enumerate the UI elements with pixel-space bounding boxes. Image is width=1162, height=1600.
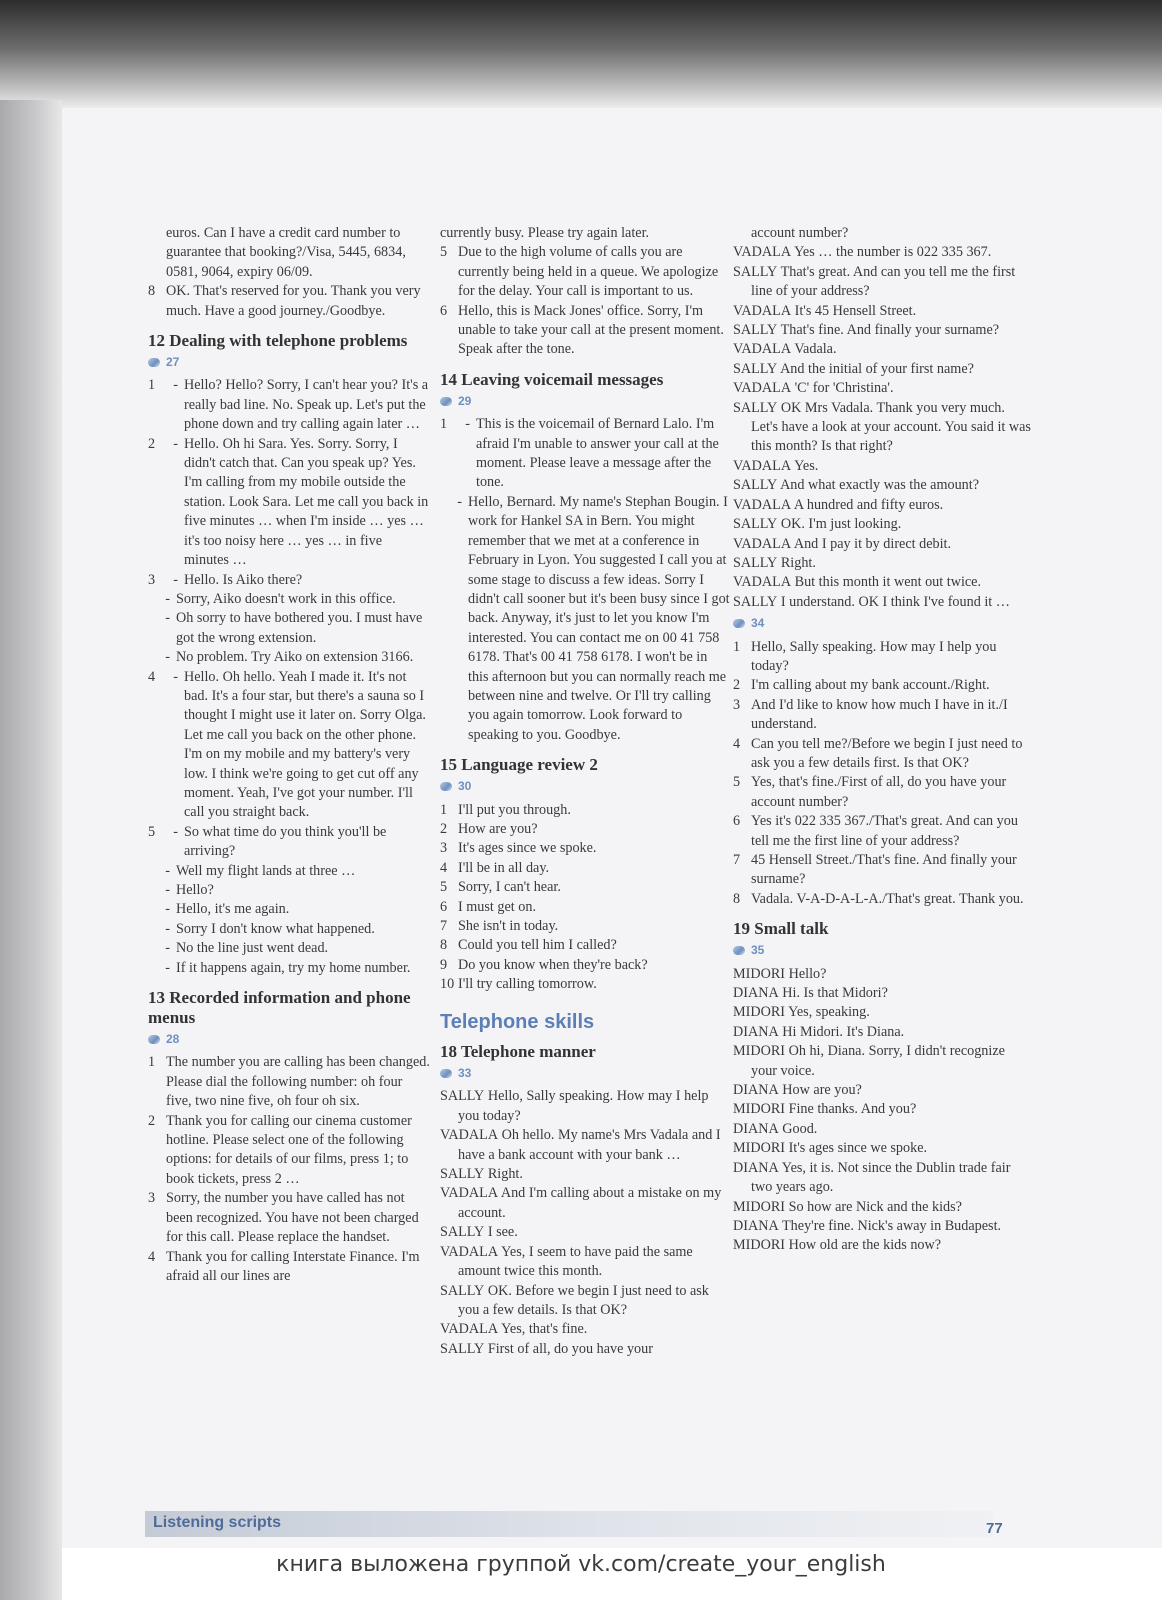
dialogue-text: That's great. And can you tell me the first line of your address?	[751, 263, 1016, 300]
audio-track	[733, 614, 1033, 633]
list-item	[733, 890, 1033, 909]
list-item	[148, 376, 430, 434]
list-item	[440, 801, 730, 820]
dialogue-line	[733, 593, 1033, 612]
section-heading-19: 19 Small talk	[733, 919, 829, 939]
speaker-name: SALLY	[733, 477, 778, 494]
speaker-name: VADALA	[733, 535, 792, 552]
dialogue-text: And the initial of your first name?	[780, 360, 974, 377]
audio-track	[440, 392, 730, 411]
cd-icon	[733, 946, 745, 955]
continued-text: account number?	[751, 225, 849, 241]
list-item	[148, 282, 430, 321]
track-number: 30	[458, 779, 472, 794]
speaker-name: MIDORI	[733, 1140, 786, 1157]
dialogue-text: Oh hi, Diana. Sorry, I didn't recognize your voice.	[751, 1043, 1005, 1079]
dash: -	[165, 590, 170, 607]
speaker-name: DIANA	[733, 1023, 779, 1040]
section-heading-18: 18 Telephone manner	[440, 1042, 596, 1062]
item-text: 45 Hensell Street./That's fine. And finally your surname?	[751, 852, 1017, 888]
dialogue-text: How are you?	[782, 1082, 862, 1099]
item-text: Oh sorry to have bothered you. I must have got the wrong extension.	[176, 610, 423, 646]
dialogue-line	[440, 1320, 730, 1339]
speaker-name: MIDORI	[733, 1004, 786, 1021]
item-text: I'll try calling tomorrow.	[458, 976, 597, 993]
dialogue-line	[733, 1217, 1033, 1236]
item-text: Yes, that's fine./First of all, do you have your account number?	[751, 774, 1007, 810]
dialogue-text: 'C' for 'Christina'.	[794, 380, 894, 397]
dialogue-text: Hello, Sally speaking. How may I help you today?	[458, 1088, 709, 1124]
list-item	[733, 812, 1033, 851]
item-number: 3	[733, 696, 741, 713]
dialogue-text: And I pay it by direct debit.	[793, 535, 952, 552]
column-2	[440, 224, 730, 1359]
item-number: 1	[148, 1054, 156, 1071]
item-number: 10	[440, 976, 455, 993]
speaker-name: VADALA	[733, 380, 792, 397]
list-item	[440, 898, 730, 917]
dialogue-text: OK Mrs Vadala. Thank you very much. Let's have a look at your account. You said it was this month? Is that right?	[751, 399, 1031, 455]
item-text: Sorry, the number you have called has not been recognized. You have not been charged for this call. Please replace the handset.	[166, 1190, 419, 1246]
cd-icon	[733, 619, 745, 628]
item-text: I'm calling about my bank account./Right.	[751, 677, 990, 694]
dialogue-text: How old are the kids now?	[788, 1237, 942, 1254]
dialogue-line	[733, 321, 1033, 340]
dash: -	[173, 668, 178, 685]
section-heading-13: 13 Recorded information and phone menus	[148, 988, 411, 1028]
speaker-name: VADALA	[440, 1185, 499, 1202]
speaker-name: VADALA	[440, 1321, 499, 1338]
list-item	[733, 773, 1033, 812]
dialogue-text: First of all, do you have your	[487, 1340, 653, 1357]
list-item	[148, 1248, 430, 1287]
section-heading-12: 12 Dealing with telephone problems	[148, 331, 408, 351]
continued-text: euros. Can I have a credit card number to guarantee that booking?/Visa, 5445, 6834, 0581, 9064, expiry 06/09.	[166, 225, 406, 280]
dialogue-line	[733, 476, 1033, 495]
item-number: 5	[440, 879, 448, 896]
dash: -	[465, 416, 470, 433]
item-text: This is the voicemail of Bernard Lalo. I'm afraid I'm unable to answer your call at the moment. Please leave a message after the tone.	[476, 416, 719, 491]
list-item	[440, 956, 730, 975]
dialogue-line	[733, 302, 1033, 321]
item-text: Hello, Sally speaking. How may I help you today?	[751, 638, 997, 674]
item-text: Sorry, I can't hear.	[458, 879, 561, 896]
dialogue-line	[733, 496, 1033, 515]
dialogue-text: Yes, that's fine.	[501, 1321, 588, 1338]
speaker-name: SALLY	[733, 399, 778, 416]
dash: -	[173, 435, 178, 452]
list-item	[733, 735, 1033, 774]
item-number: 8	[440, 937, 448, 954]
item-number: 6	[733, 813, 741, 830]
item-text: Do you know when they're back?	[458, 956, 648, 973]
speaker-name: SALLY	[733, 360, 778, 377]
speaker-name: DIANA	[733, 985, 779, 1002]
item-text: Due to the high volume of calls you are currently being held in a queue. We apologize for the delay. Your call is important to us.	[458, 244, 719, 300]
dialogue-line	[440, 1087, 730, 1126]
page-number: 77	[986, 1520, 1003, 1537]
dialogue-line	[733, 379, 1033, 398]
dialogue-text: I understand. OK I think I've found it …	[780, 593, 1010, 610]
list-item	[440, 302, 730, 360]
item-text: Hello, it's me again.	[176, 901, 290, 918]
scan-shadow-top	[0, 0, 1162, 108]
dialogue-text: But this month it went out twice.	[794, 574, 982, 591]
item-number: 1	[440, 416, 448, 433]
item-text: Sorry, Aiko doesn't work in this office.	[176, 590, 396, 607]
item-number: 1	[440, 801, 448, 818]
item-text: How are you?	[458, 820, 538, 837]
item-number: 1	[733, 638, 741, 655]
item-text: So what time do you think you'll be arriving?	[184, 823, 387, 860]
item-number: 2	[440, 820, 448, 837]
track-number: 28	[166, 1032, 180, 1047]
item-number: 5	[148, 823, 156, 840]
cd-icon	[148, 358, 160, 367]
dash: -	[165, 649, 170, 666]
dialogue-line	[733, 554, 1033, 573]
item-text: Thank you for calling Interstate Finance. I'm afraid all our lines are	[166, 1248, 420, 1284]
dialogue-line	[440, 1282, 730, 1321]
item-text: OK. That's reserved for you. Thank you very much. Have a good journey./Goodbye.	[166, 283, 421, 319]
list-item	[148, 1112, 430, 1190]
dialogue-text: Right.	[780, 554, 816, 571]
item-text: No problem. Try Aiko on extension 3166.	[176, 649, 414, 666]
speaker-name: DIANA	[733, 1082, 779, 1099]
item-number: 6	[440, 898, 448, 915]
dialogue-line	[733, 984, 1033, 1003]
list-item	[148, 1053, 430, 1111]
dialogue-text: Vadala.	[794, 341, 837, 358]
item-number: 9	[440, 956, 448, 973]
item-text: Could you tell him I called?	[458, 937, 617, 954]
speaker-name: DIANA	[733, 1120, 779, 1137]
item-number: 3	[148, 1190, 156, 1207]
item-number: 1	[148, 377, 156, 394]
item-text: It's ages since we spoke.	[458, 840, 597, 857]
footer-label: Listening scripts	[153, 1514, 282, 1531]
cd-icon	[440, 782, 452, 791]
dialogue-text: I see.	[487, 1224, 518, 1241]
section-heading-14: 14 Leaving voicemail messages	[440, 369, 664, 389]
item-number: 8	[733, 890, 741, 907]
speaker-name: DIANA	[733, 1217, 779, 1234]
speaker-name: VADALA	[440, 1127, 499, 1144]
speaker-name: SALLY	[440, 1088, 485, 1105]
speaker-name: VADALA	[733, 574, 792, 591]
dialogue-line	[733, 457, 1033, 476]
dash: -	[165, 940, 170, 957]
cd-icon	[440, 397, 452, 406]
dialogue-text: Yes … the number is 022 335 367.	[794, 244, 992, 261]
item-text: Sorry I don't know what happened.	[176, 920, 375, 937]
dash: -	[165, 862, 170, 879]
item-number: 4	[148, 668, 156, 685]
speaker-name: MIDORI	[733, 1237, 786, 1254]
dialogue-line	[440, 1165, 730, 1184]
dialogue-line	[440, 1223, 730, 1242]
speaker-name: SALLY	[733, 322, 778, 339]
speaker-name: SALLY	[733, 554, 778, 571]
track-number: 29	[458, 393, 472, 408]
item-number: 7	[733, 852, 741, 868]
item-text: Hello, Bernard. My name's Stephan Bougin. I work for Hankel SA in Bern. You might remember that we met at a conference in February in Lyon. You suggested I call you at some stage to discuss a few ideas. Sorry I didn't call sooner but it's been busy since I got back. Anyway, it's just to let you know I'm interested. You can contact me on 00 41 758 6178. That's 00 41 758 6178. I won't be in this afternoon but you can normally reach me between nine and twelve. Or I'll try calling you again tomorrow. Look forward to speaking to you. Goodbye.	[468, 493, 730, 743]
dialogue-text: So how are Nick and the kids?	[788, 1198, 962, 1215]
speaker-name: SALLY	[440, 1166, 485, 1183]
speaker-name: MIDORI	[733, 965, 786, 982]
item-text: If it happens again, try my home number.	[176, 959, 411, 976]
dialogue-text: Hi. Is that Midori?	[782, 985, 888, 1002]
dash: -	[165, 901, 170, 918]
dialogue-line	[440, 1184, 730, 1223]
dialogue-text: A hundred and fifty euros.	[793, 496, 944, 513]
dash: -	[165, 920, 170, 937]
continued-text: currently busy. Please try again later.	[440, 225, 650, 241]
speaker-name: SALLY	[440, 1340, 485, 1357]
track-number: 33	[458, 1066, 472, 1081]
speaker-name: MIDORI	[733, 1198, 786, 1215]
item-text: Vadala. V-A-D-A-L-A./That's great. Thank you.	[751, 890, 1024, 907]
speaker-name: SALLY	[733, 516, 778, 533]
item-text: Hello? Hello? Sorry, I can't hear you? It's a really bad line. No. Speak up. Let's put the phone down and try calling again later …	[184, 377, 429, 433]
track-number: 27	[166, 355, 180, 370]
dialogue-line	[733, 1120, 1033, 1139]
audio-track	[440, 1064, 730, 1083]
item-text: I'll put you through.	[458, 801, 571, 818]
dialogue-line	[733, 360, 1033, 379]
speaker-name: SALLY	[733, 263, 778, 280]
speaker-name: VADALA	[733, 457, 792, 474]
item-number: 2	[148, 1112, 156, 1129]
list-item	[440, 243, 730, 301]
dialogue-line	[733, 1139, 1033, 1158]
dialogue-text: And I'm calling about a mistake on my account.	[458, 1185, 722, 1221]
list-item	[440, 415, 730, 493]
speaker-name: MIDORI	[733, 1101, 786, 1118]
item-text: The number you are calling has been changed. Please dial the following number: oh four five, two nine five, oh four oh six.	[166, 1054, 430, 1110]
list-item	[148, 668, 430, 823]
speaker-name: VADALA	[733, 341, 792, 358]
item-text: I must get on.	[458, 898, 537, 915]
list-item	[148, 571, 430, 668]
item-number: 7	[440, 918, 448, 934]
speaker-name: VADALA	[733, 302, 792, 319]
list-item	[440, 859, 730, 878]
item-text: No the line just went dead.	[176, 940, 329, 957]
dialogue-line	[733, 340, 1033, 359]
item-number: 8	[148, 283, 156, 300]
item-text: She isn't in today.	[458, 918, 559, 934]
dialogue-text: OK. Before we begin I just need to ask you a few details. Is that OK?	[458, 1282, 709, 1318]
dialogue-text: It's 45 Hensell Street.	[794, 302, 917, 319]
dash: -	[173, 377, 178, 394]
dialogue-line	[733, 399, 1033, 457]
track-number: 34	[751, 616, 765, 631]
item-number: 3	[440, 840, 448, 857]
dash: -	[173, 571, 178, 588]
item-number: 4	[733, 735, 741, 752]
item-number: 2	[733, 677, 741, 694]
credit-watermark: книга выложена группой vk.com/create_your_english	[276, 1552, 886, 1577]
section-heading-15: 15 Language review 2	[440, 755, 598, 775]
dialogue-text: They're fine. Nick's away in Budapest.	[782, 1217, 1002, 1234]
track-number: 35	[751, 943, 765, 958]
dash: -	[165, 882, 170, 898]
list-item	[440, 975, 730, 994]
audio-track	[148, 353, 430, 372]
dialogue-line	[733, 1081, 1033, 1100]
dash: -	[165, 610, 170, 627]
dialogue-text: Yes, speaking.	[788, 1004, 870, 1021]
item-number: 4	[148, 1248, 156, 1265]
list-item	[440, 820, 730, 839]
item-text: Can you tell me?/Before we begin I just need to ask you a few details first. Is that OK?	[751, 735, 1023, 771]
dialogue-text: Yes.	[794, 457, 819, 474]
dialogue-text: And what exactly was the amount?	[780, 477, 980, 494]
list-item	[440, 878, 730, 897]
column-1	[148, 224, 430, 1286]
item-number: 3	[148, 571, 156, 588]
dialogue-line	[440, 1340, 730, 1359]
dialogue-text: Hi Midori. It's Diana.	[782, 1023, 905, 1040]
list-item	[733, 676, 1033, 695]
dialogue-line	[440, 1126, 730, 1165]
list-item	[733, 851, 1033, 890]
list-item	[148, 1189, 430, 1247]
list-item	[733, 696, 1033, 735]
dialogue-line	[733, 515, 1033, 534]
speaker-name: SALLY	[440, 1224, 485, 1241]
speaker-name: SALLY	[440, 1282, 485, 1299]
item-number: 2	[148, 435, 156, 452]
dialogue-line	[733, 573, 1033, 592]
speaker-name: MIDORI	[733, 1043, 786, 1060]
dialogue-text: Oh hello. My name's Mrs Vadala and I have a bank account with your bank …	[458, 1127, 721, 1163]
item-number: 6	[440, 302, 448, 319]
scan-shadow-left	[0, 100, 62, 1600]
dialogue-line	[733, 263, 1033, 302]
dialogue-line	[440, 1243, 730, 1282]
item-text: Hello. Oh hello. Yeah I made it. It's not bad. It's a four star, but there's a sauna so I thought I might use it later on. Sorry Olga. Let me call you back on the other phone. I'm on my mobile and my battery's very low. I think we're going to get cut off any moment. Yeah, I've got your number. I'll call you straight back.	[184, 668, 426, 821]
dialogue-text: OK. I'm just looking.	[780, 516, 902, 533]
item-text: Hello. Oh hi Sara. Yes. Sorry. Sorry, I didn't catch that. Can you speak up? Yes. I'm calling from my mobile outside the station. Look Sara. Let me call you back in five minutes … when I'm inside … yes … it's too noisy here … yes … in five minutes …	[184, 435, 429, 569]
dialogue-line	[733, 535, 1033, 554]
dash: -	[173, 823, 178, 840]
dialogue-text: Good.	[782, 1120, 818, 1137]
cd-icon	[148, 1035, 160, 1044]
list-item	[148, 823, 430, 978]
audio-track	[440, 777, 730, 796]
dialogue-text: It's ages since we spoke.	[788, 1140, 928, 1157]
dialogue-line	[733, 1236, 1033, 1255]
speaker-name: VADALA	[733, 496, 792, 513]
item-text: Hello, this is Mack Jones' office. Sorry, I'm unable to take your call at the present moment. Speak after the tone.	[458, 302, 724, 358]
dialogue-line	[733, 965, 1033, 984]
dialogue-line	[733, 1023, 1033, 1042]
dash: -	[457, 493, 462, 510]
dialogue-line	[733, 243, 1033, 262]
speaker-name: DIANA	[733, 1159, 779, 1176]
item-text: Thank you for calling our cinema customer hotline. Please select one of the following options: for details of our films, press 1; to book tickets, press 2 …	[166, 1112, 412, 1187]
item-number: 5	[440, 244, 448, 261]
dialogue-text: That's fine. And finally your surname?	[780, 322, 1000, 339]
cd-icon	[440, 1069, 452, 1078]
dialogue-line	[733, 1198, 1033, 1217]
list-item	[440, 936, 730, 955]
item-text: Hello?	[176, 882, 214, 898]
item-text: I'll be in all day.	[458, 859, 550, 876]
speaker-name: VADALA	[440, 1243, 499, 1260]
list-item	[733, 638, 1033, 677]
dialogue-line	[733, 1003, 1033, 1022]
audio-track	[148, 1030, 430, 1049]
item-number: 4	[440, 859, 448, 876]
dialogue-text: Yes, it is. Not since the Dublin trade fair two years ago.	[751, 1159, 1011, 1196]
dash: -	[165, 959, 170, 976]
item-text: Hello. Is Aiko there?	[184, 571, 303, 588]
dialogue-text: Yes, I seem to have paid the same amount twice this month.	[458, 1243, 693, 1280]
speaker-name: VADALA	[733, 244, 792, 261]
dialogue-line	[733, 1100, 1033, 1119]
audio-track	[733, 941, 1033, 960]
dialogue-line	[733, 1042, 1033, 1081]
dialogue-text: Right.	[487, 1166, 523, 1183]
dialogue-text: Fine thanks. And you?	[788, 1101, 917, 1118]
list-item	[440, 839, 730, 858]
item-number: 5	[733, 774, 741, 791]
item-text: Yes it's 022 335 367./That's great. And can you tell me the first line of your address?	[751, 813, 1018, 849]
item-text: Well my flight lands at three …	[176, 862, 356, 879]
item-text: And I'd like to know how much I have in it./I understand.	[751, 696, 1008, 733]
speaker-name: SALLY	[733, 593, 778, 610]
list-item	[440, 493, 730, 745]
unit-heading: Telephone skills	[440, 1010, 595, 1033]
dialogue-text: Hello?	[788, 965, 827, 982]
list-item	[148, 435, 430, 571]
column-3	[733, 224, 1033, 1256]
list-item	[440, 917, 730, 936]
dialogue-line	[733, 1159, 1033, 1198]
